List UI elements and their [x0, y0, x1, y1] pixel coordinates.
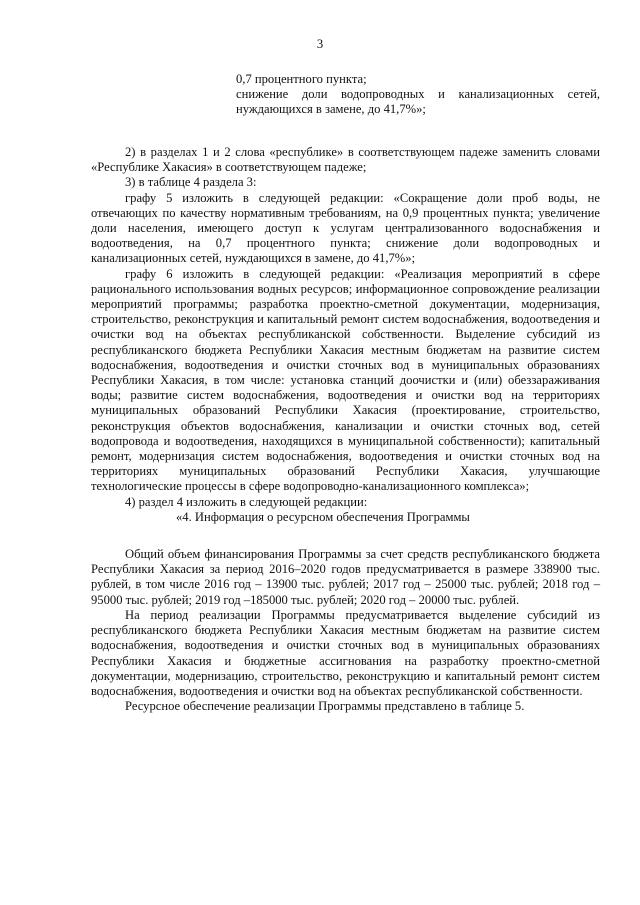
quote-line-2: снижение доли водопроводных и канализационных сетей, нуждающихся в замене, до 41,7%»;	[236, 87, 600, 117]
paragraph-column-5: графу 5 изложить в следующей редакции: «Сокращение доли проб воды, не отвечающих по качеству нормативным требованиям, на 0,9 процентных пункта; увеличение доли населения, имеющего доступ к услугам централизованного водоснабжения и водоотведения, на 0,7 процентного пункта; снижение доли водопроводных и канализационных сетей, нуждающихся в замене, до 41,7%»;	[91, 190, 600, 266]
paragraph-financing: Общий объем финансирования Программы за счет средств республиканского бюджета Республики Хакасия за период 2016–2020 годов предусматривается в размере 338900 тыс. рублей, в том числе 2016 год – 13900 тыс. рублей; 2017 год – 25000 тыс. рублей; 2018 год – 95000 тыс. рублей; 2019 год –185000 тыс. рублей; 2020 год – 20000 тыс. рублей.	[91, 547, 600, 607]
section-heading: «4. Информация о ресурсном обеспечения Программы	[176, 509, 470, 524]
paragraph-section-4: 4) раздел 4 изложить в следующей редакции:	[125, 494, 368, 509]
paragraph-subsidies: На период реализации Программы предусматривается выделение субсидий из республиканского бюджета Республики Хакасия местным бюджетам на развитие систем водоснабжения, водоотведения и очистки сточных вод в муниципальных образованиях Республики Хакасия и бюджетные ассигнования на разработку проектно-сметной документации, модернизацию, строительство, реконструкцию и капитальный ремонт систем водоснабжения, водоотведения и очистки вод на объектах республиканской собственности.	[91, 607, 600, 698]
page-number: 3	[316, 37, 324, 51]
paragraph-table-4: 3) в таблице 4 раздела 3:	[125, 175, 257, 190]
paragraph-table-5-ref: Ресурсное обеспечение реализации Программы представлено в таблице 5.	[125, 699, 525, 714]
document-body	[91, 145, 600, 714]
quote-continuation	[236, 72, 600, 118]
paragraph-sections-rename: 2) в разделах 1 и 2 слова «республике» в соответствующем падеже заменить словами «Республике Хакасия» в соответствующем падеже;	[91, 145, 600, 175]
quote-line-1: 0,7 процентного пункта;	[236, 72, 367, 86]
paragraph-column-6: графу 6 изложить в следующей редакции: «Реализация мероприятий в сфере рационального использования водных ресурсов; информационное сопровождение реализации мероприятий программы; разработка проектно-сметной документации, модернизация, строительство, реконструкция и капитальный ремонт систем водоснабжения, водоотведения и очистки вод на объектах республиканской собственности. Выделение субсидий из республиканского бюджета Республики Хакасия местным бюджетам на развитие систем водоснабжения, водоотведения и очистки сточных вод в муниципальных образованиях Республики Хакасия, в том числе: установка станций доочистки и (или) обеззараживания воды; развитие систем водоснабжения, водоотведения и очистки вод на территориях муниципальных образований Республики Хакасия (проектирование, строительство, реконструкция объектов водоснабжения, канализации и очистки сточных вод, сетей водопровода и водоотведения, находящихся в муниципальной собственности); капитальный ремонт, модернизация систем водоснабжения, водоотведения и очистки сточных вод на территориях муниципальных образований Республики Хакасия, улучшающие технологические процессы в сфере водопроводно-канализационного комплекса»;	[91, 266, 600, 494]
